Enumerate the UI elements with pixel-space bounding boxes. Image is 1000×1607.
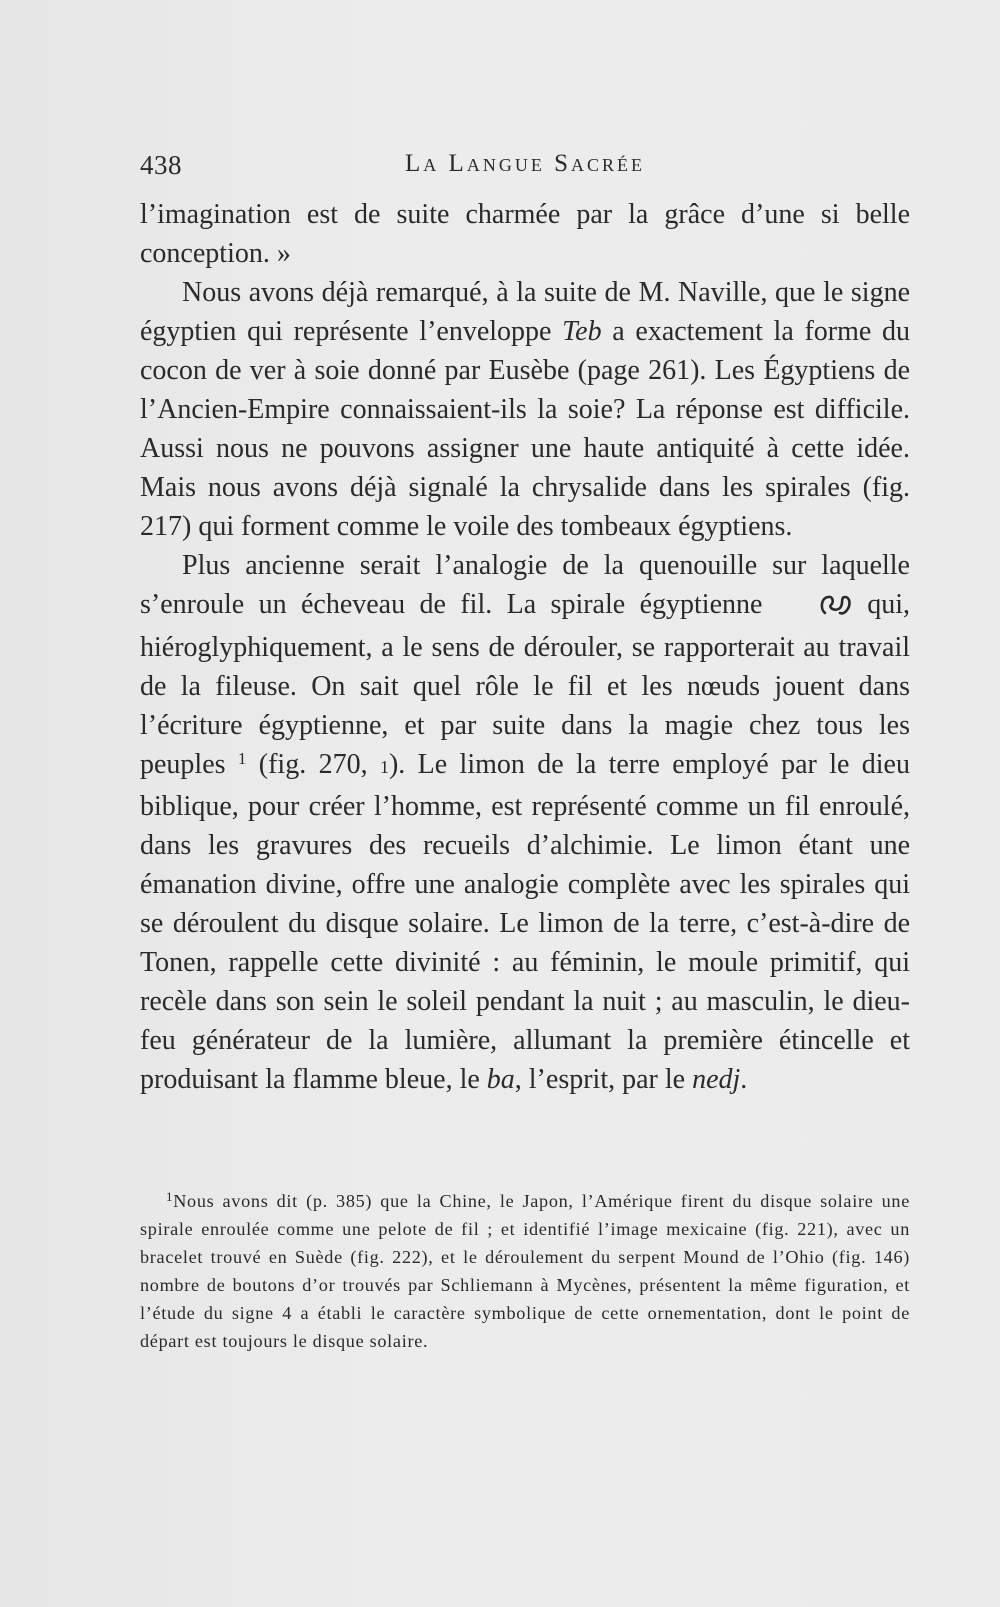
paragraph-3 [140, 546, 910, 1099]
ba-term: ba [486, 1064, 515, 1095]
teb-term: Teb [562, 316, 602, 347]
paragraph-3-text-c: (fig. 270, [246, 749, 380, 780]
egyptian-spiral-icon [777, 589, 853, 628]
nedj-term: nedj [692, 1064, 741, 1095]
paragraph-3-text-b: qui, hiéroglyphiquement, a le sens de dérouler, se rapporterait au travail de la fileuse. On sait quel rôle le fil et les nœuds jouent dans l’écriture égyptienne, et par suite dans la magie chez tous les peuples [140, 589, 911, 780]
footnote-text: Nous avons dit (p. 385) que la Chine, le Japon, l’Amérique firent du disque solaire une spirale enroulée comme une pelote de fil ; et identifié l’image mexicaine (fig. 221), avec un bracelet trouvé en Suède (fig. 222), et le déroulement du serpent Mound de l’Ohio (fig. 146) nombre de boutons d’or trouvés par Schliemann à Mycènes, présentent la même figuration, et l’étude du signe 4 a établi le caractère symbolique de cette ornementation, dont le point de départ est toujours le disque solaire. [140, 1191, 910, 1351]
paragraph-1 [140, 195, 910, 273]
paragraph-3-text-d: ). Le limon de la terre employé par le dieu biblique, pour créer l’homme, est représenté comme un fil enroulé, dans les gravures des recueils d’alchimie. Le limon étant une émanation divine, offre une analogie complète avec les spirales qui se déroulent du disque solaire. Le limon de la terre, c’est-à-dire de Tonen, rappelle cette divinité : au féminin, le moule primitif, qui recèle dans son sein le soleil pendant la nuit ; au masculin, le dieu-feu générateur de la lumière, allumant la première étincelle et produisant la flamme bleue, le [140, 749, 910, 1095]
paragraph-1-text: l’imagination est de suite charmée par la grâce d’une si belle conception. » [140, 199, 910, 269]
footnote-mark: 1 [166, 1189, 174, 1204]
figure-subscript: 1 [379, 757, 389, 777]
paragraph-2-text-b: a exactement la forme du cocon de ver à soie donné par Eusèbe (page 261). Les Égyptiens de l’Ancien-Empire connaissaient-ils la soie? La réponse est difficile. Aussi nous ne pouvons assigner une haute antiquité à cette idée. Mais nous avons déjà signalé la chrysalide dans les spirales (fig. 217) qui forment comme le voile des tombeaux égyptiens. [140, 316, 910, 542]
paragraph-3-text-a: Plus ancienne serait l’analogie de la quenouille sur laquelle s’enroule un écheveau de fil. La spirale égyptienne [140, 550, 910, 620]
paragraph-2 [140, 273, 910, 546]
page-header [140, 150, 910, 186]
paragraph-3-text-f: . [740, 1064, 748, 1095]
running-title: La Langue Sacrée [405, 150, 645, 177]
main-text [140, 195, 910, 1099]
paragraph-2-text-a: Nous avons déjà remarqué, à la suite de M. Naville, que le signe égyptien qui représente l’enveloppe [140, 277, 910, 347]
page-number: 438 [140, 150, 182, 180]
footnote [140, 1187, 910, 1355]
paragraph-3-text-e: , l’esprit, par le [514, 1064, 693, 1095]
footnote-reference: 1 [237, 749, 247, 768]
